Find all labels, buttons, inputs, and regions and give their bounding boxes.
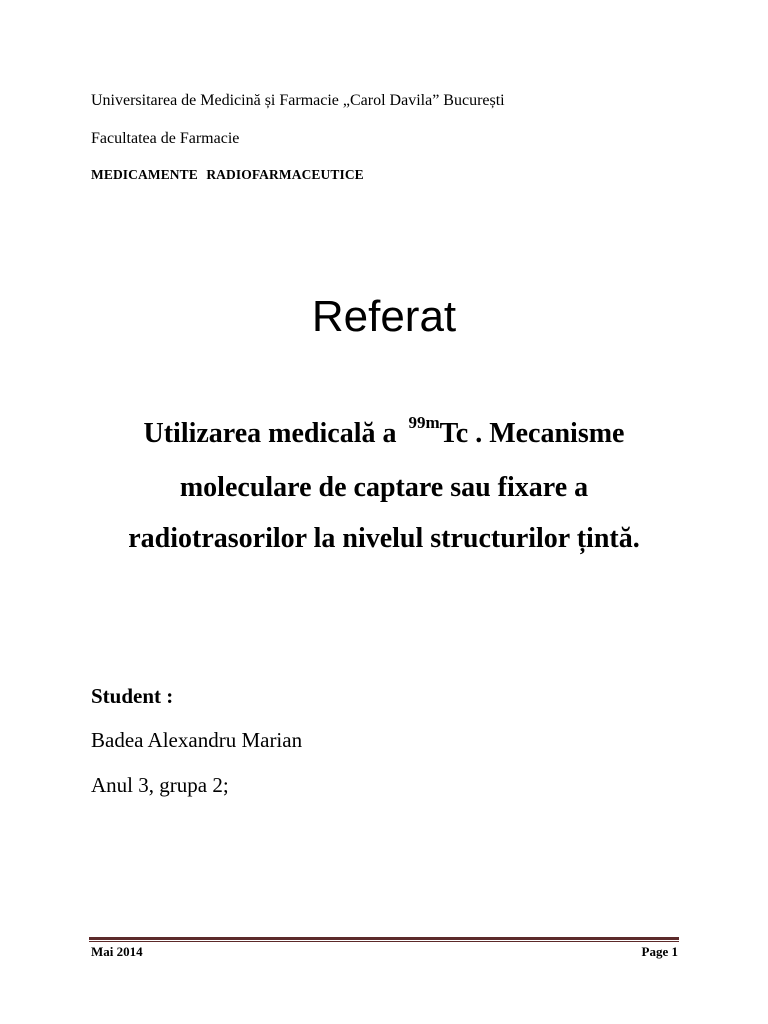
- footer-divider: [89, 937, 679, 940]
- footer-divider-thin: [89, 941, 679, 942]
- subtitle-line-1: [0, 413, 768, 450]
- isotope-superscript: 99m: [408, 413, 440, 432]
- student-group: Anul 3, grupa 2;: [91, 773, 229, 797]
- student-name: Badea Alexandru Marian: [91, 728, 303, 752]
- faculty-name: Facultatea de Farmacie: [91, 130, 240, 147]
- student-label: Student :: [91, 684, 174, 708]
- university-name: Universitarea de Medicină și Farmacie „Carol Davila” București: [91, 92, 505, 109]
- subtitle-line-2: moleculare de captare sau fixare a: [179, 472, 589, 503]
- subtitle-line-1-end: Tc . Mecanisme: [439, 418, 625, 449]
- footer-date: Mai 2014: [91, 944, 143, 959]
- subtitle-line-1-start: Utilizarea medicală a: [143, 418, 397, 449]
- subtitle-line-3: radiotrasorilor la nivelul structurilor țintă.: [128, 523, 640, 554]
- footer-page-number: Page 1: [641, 944, 678, 959]
- document-title: Referat: [311, 292, 457, 341]
- course-name: MEDICAMENTE RADIOFARMACEUTICE: [91, 167, 364, 182]
